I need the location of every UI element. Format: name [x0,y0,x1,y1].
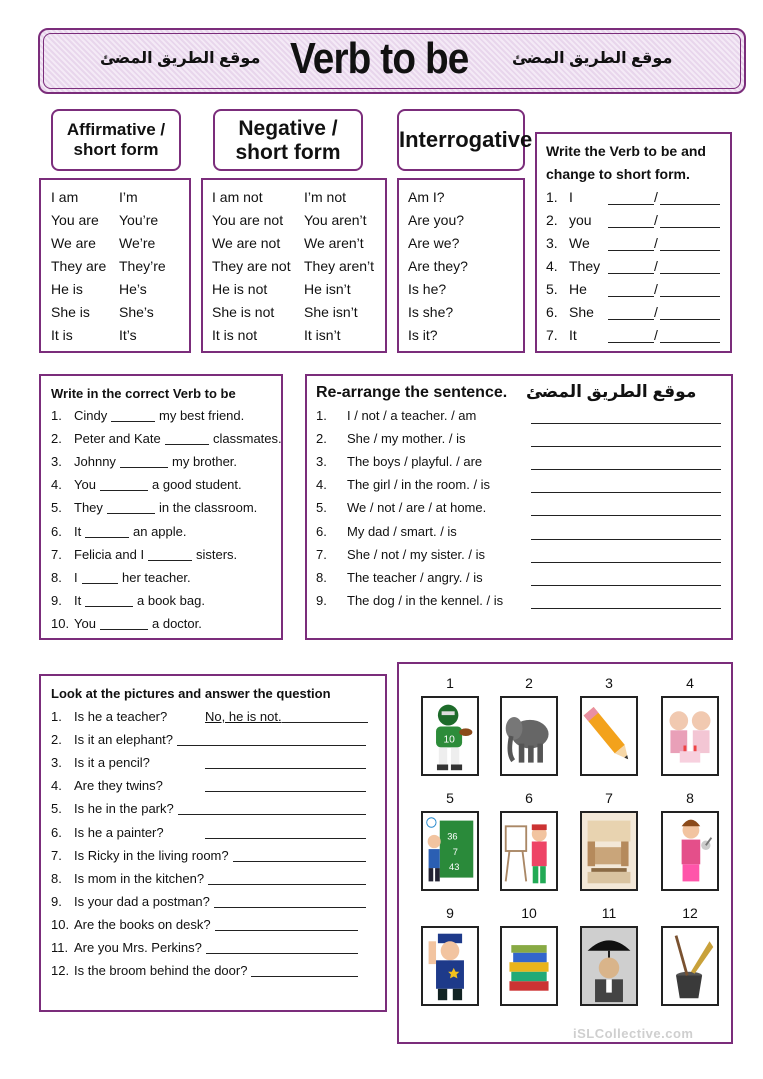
affirmative-label-line2: short form [73,139,159,159]
question-number: 11. [51,940,69,955]
negative-label [213,109,363,171]
rearrange-answer-line[interactable] [531,423,721,424]
affirmative-short-form: You’re [119,212,159,228]
question-text: Are the books on desk? [74,916,211,932]
question-text: Are you Mrs. Perkins? [74,940,202,955]
correct-verb-number: 8. [51,569,62,585]
pictures-questions-heading: Look at the pictures and answer the question [51,686,331,701]
rearrange-answer-line[interactable] [531,515,721,516]
slash-separator: / [654,189,658,205]
write-verb-heading-1: Write the Verb to be and [546,143,706,159]
rearrange-answer-line[interactable] [531,562,721,563]
negative-long-form: We are not [212,235,281,251]
interrogative-form: Is she? [408,304,454,320]
rearrange-answer-line[interactable] [531,608,721,609]
correct-verb-subject: It [74,592,82,608]
correct-verb-subject: Johnny [74,454,116,470]
correct-verb-rest: in the classroom. [159,500,258,516]
svg-text:10: 10 [443,734,455,746]
affirmative-long-form: They are [51,258,107,274]
correct-verb-number: 3. [51,454,62,470]
write-verb-pronoun: They [569,258,601,274]
interrogative-form: Is he? [408,281,447,297]
arabic-site-name-right: موقع الطريق المضئ [512,50,673,67]
rearrange-words: The girl / in the room. / is [347,477,491,493]
correct-verb-number: 5. [51,500,62,516]
rearrange-number: 6. [316,523,327,539]
rearrange-number: 2. [316,431,327,447]
correct-verb-blank[interactable] [100,629,148,630]
question-number: 5. [51,801,62,817]
slash-separator: / [654,212,658,228]
interrogative-form: Am I? [408,189,445,205]
elephant-icon [500,696,558,776]
question-text: Is it a pencil? [74,755,150,771]
affirmative-short-form: They’re [119,258,166,274]
rearrange-number: 5. [316,500,327,516]
question-number: 6. [51,824,62,840]
books-icon [500,926,558,1006]
correct-verb-rest: my brother. [172,454,238,470]
affirmative-long-form: It is [51,327,73,343]
correct-verb-rest: classmates. [213,431,282,447]
negative-long-form: I am not [212,189,263,205]
negative-long-form: She is not [212,304,275,320]
correct-verb-subject: It [74,523,82,539]
write-verb-blank-short[interactable] [660,250,720,251]
rearrange-answer-line[interactable] [531,492,721,493]
correct-verb-blank[interactable] [107,513,155,514]
question-text: Is Ricky in the living room? [74,847,229,863]
answer-line[interactable] [206,953,358,954]
negative-short-form: I’m not [304,189,347,205]
picture-number: 2 [525,675,533,691]
correct-verb-number: 9. [51,592,62,608]
rearrange-words: The boys / playful. / are [347,454,483,470]
correct-verb-blank[interactable] [82,583,118,584]
correct-verb-number: 1. [51,408,62,423]
question-number: 8. [51,870,62,886]
write-verb-number: 3. [546,235,558,251]
question-number: 12. [51,963,70,979]
picture-number: 9 [446,905,454,921]
umbrella-man-icon [580,926,638,1006]
affirmative-short-form: He’s [119,281,147,297]
correct-verb-blank[interactable] [120,467,168,468]
svg-text:43: 43 [449,860,460,873]
student-blackboard-icon [421,811,479,891]
correct-verb-subject: Peter and Kate [74,431,161,447]
write-verb-blank-long[interactable] [608,319,654,320]
painter-icon [500,811,558,891]
negative-short-form: It isn’t [304,327,341,343]
affirmative-short-form: We’re [119,235,156,251]
answer-line[interactable] [205,838,366,839]
write-verb-blank-long[interactable] [608,250,654,251]
broom-bucket-icon [661,926,719,1006]
answer-line[interactable] [282,722,368,723]
picture-number: 10 [521,905,537,921]
slash-separator: / [654,281,658,297]
negative-short-form: You aren’t [304,212,367,228]
interrogative-form: Are you? [408,212,465,228]
write-verb-blank-long[interactable] [608,296,654,297]
write-verb-number: 6. [546,304,558,320]
correct-verb-rest: a good student. [152,477,242,493]
negative-label-line2: short form [235,141,341,165]
write-verb-blank-short[interactable] [660,204,720,205]
pictures-questions-box [39,674,387,1012]
answer-line[interactable] [205,791,366,792]
rearrange-arabic-site-name: موقع الطريق المضئ [526,382,697,401]
correct-verb-blank[interactable] [85,606,133,607]
picture-number: 12 [682,905,698,921]
policeman-icon [421,926,479,1006]
question-number: 10. [51,916,70,932]
question-number: 4. [51,778,62,794]
negative-label-line1: Negative / [238,117,338,140]
write-verb-pronoun: I [569,189,573,205]
negative-short-form: He isn’t [304,281,351,297]
correct-verb-number: 7. [51,546,62,562]
svg-text:7: 7 [452,845,458,857]
answer-line[interactable] [177,745,366,746]
answer-line[interactable] [251,976,358,977]
question-text: Is it an elephant? [74,732,174,748]
rearrange-words: The dog / in the kennel. / is [347,592,504,608]
pencil-icon [580,696,638,776]
interrogative-form: Are we? [408,235,460,251]
affirmative-label [51,109,181,171]
write-verb-pronoun: She [569,304,594,320]
picture-number: 4 [686,675,694,691]
negative-long-form: You are not [212,212,284,228]
affirmative-short-form: She’s [119,304,154,320]
write-verb-number: 1. [546,189,558,205]
correct-verb-rest: sisters. [196,546,238,562]
picture-number: 7 [605,790,613,806]
write-verb-blank-long[interactable] [608,227,654,228]
rearrange-words: The teacher / angry. / is [347,569,483,585]
answer-line[interactable] [233,861,366,862]
rearrange-words: She / my mother. / is [347,431,466,447]
write-verb-blank-short[interactable] [660,273,720,274]
question-number: 2. [51,732,62,748]
answer-line[interactable] [215,930,358,931]
correct-verb-blank[interactable] [111,421,155,422]
living-room-icon [580,811,638,891]
correct-verb-rest: a doctor. [152,615,202,631]
rearrange-answer-line[interactable] [531,539,721,540]
interrogative-form: Is it? [408,327,438,343]
football-player-icon [421,696,479,776]
affirmative-long-form: We are [51,235,96,251]
picture-number: 3 [605,675,613,691]
write-verb-number: 7. [546,327,558,343]
write-verb-blank-long[interactable] [608,204,654,205]
affirmative-long-form: I am [51,189,79,205]
rearrange-words: I / not / a teacher. / am [347,408,477,423]
rearrange-words: My dad / smart. / is [347,523,457,539]
write-verb-pronoun: you [569,212,592,228]
answer-line[interactable] [178,814,366,815]
question-text: Is your dad a postman? [74,893,210,909]
correct-verb-rest: my best friend. [159,408,245,423]
negative-long-form: He is not [212,281,268,297]
correct-verb-number: 2. [51,431,62,447]
write-verb-pronoun: We [569,235,590,251]
correct-verb-rest: an apple. [133,523,187,539]
negative-short-form: They aren’t [304,258,375,274]
rearrange-number: 3. [316,454,327,470]
question-number: 3. [51,755,62,771]
write-verb-blank-short[interactable] [660,227,720,228]
correct-verb-blank[interactable] [148,560,192,561]
rearrange-words: We / not / are / at home. [347,500,487,516]
rearrange-heading: Re-arrange the sentence. [316,384,508,401]
page-title: Verb to be [290,34,469,83]
question-number: 1. [51,709,62,724]
correct-verb-number: 10. [51,615,70,631]
rearrange-number: 8. [316,569,327,585]
slash-separator: / [654,327,658,343]
twins-icon [661,696,719,776]
picture-number: 5 [446,790,454,806]
rearrange-answer-line[interactable] [531,585,721,586]
correct-verb-blank[interactable] [85,537,129,538]
question-text: Is mom in the kitchen? [74,870,205,886]
correct-verb-blank[interactable] [165,444,209,445]
picture-number: 6 [525,790,533,806]
question-text: Is he a painter? [74,824,164,840]
arabic-site-name-left: موقع الطريق المضئ [100,50,261,67]
correct-verb-subject: I [74,569,78,585]
negative-short-form: She isn’t [304,304,358,320]
correct-verb-subject: Felicia and I [74,546,145,562]
interrogative-form: Are they? [408,258,468,274]
negative-long-form: They are not [212,258,291,274]
question-text: Is he in the park? [74,801,174,817]
correct-verb-subject: You [74,477,96,493]
svg-text:36: 36 [447,830,458,842]
answer-line[interactable] [208,884,366,885]
write-verb-pronoun: He [569,281,587,297]
question-number: 9. [51,893,62,909]
correct-verb-heading: Write in the correct Verb to be [51,386,236,401]
correct-verb-blank[interactable] [100,490,148,491]
rearrange-number: 4. [316,477,327,493]
slash-separator: / [654,304,658,320]
write-verb-number: 2. [546,212,558,228]
question-number: 7. [51,847,62,863]
correct-verb-subject: They [74,500,103,516]
slash-separator: / [654,258,658,274]
correct-verb-rest: a book bag. [137,592,205,608]
write-verb-number: 4. [546,258,558,274]
rearrange-answer-line[interactable] [531,469,721,470]
answer-line[interactable] [205,768,366,769]
negative-short-form: We aren’t [304,235,364,251]
interrogative-label: Interrogative [397,109,525,171]
picture-number: 1 [446,675,454,691]
rearrange-answer-line[interactable] [531,446,721,447]
write-verb-blank-long[interactable] [608,273,654,274]
negative-long-form: It is not [212,327,258,343]
example-answer: No, he is not. [205,709,282,724]
write-verb-pronoun: It [569,327,577,343]
write-verb-blank-short[interactable] [660,319,720,320]
rearrange-number: 7. [316,546,327,562]
mom-kitchen-icon [661,811,719,891]
question-text: Is the broom behind the door? [74,963,248,979]
affirmative-long-form: She is [51,304,90,320]
rearrange-number: 1. [316,408,327,423]
question-text: Is he a teacher? [74,709,168,724]
correct-verb-rest: her teacher. [122,569,191,585]
correct-verb-subject: Cindy [74,408,108,423]
affirmative-label-line1: Affirmative / [66,120,166,139]
correct-verb-subject: You [74,615,96,631]
correct-verb-number: 4. [51,477,62,493]
answer-line[interactable] [214,907,366,908]
question-text: Are they twins? [74,778,163,794]
affirmative-short-form: It’s [119,327,137,343]
affirmative-long-form: You are [51,212,99,228]
affirmative-long-form: He is [51,281,83,297]
rearrange-words: She / not / my sister. / is [347,546,485,562]
write-verb-blank-short[interactable] [660,342,720,343]
write-verb-blank-long[interactable] [608,342,654,343]
write-verb-blank-short[interactable] [660,296,720,297]
rearrange-number: 9. [316,592,327,608]
affirmative-short-form: I’m [119,189,138,205]
picture-number: 11 [601,905,617,921]
write-verb-heading-2: change to short form. [546,166,690,182]
slash-separator: / [654,235,658,251]
write-verb-number: 5. [546,281,558,297]
watermark: iSLCollective.com [573,1026,694,1041]
picture-number: 8 [686,790,694,806]
correct-verb-number: 6. [51,523,62,539]
